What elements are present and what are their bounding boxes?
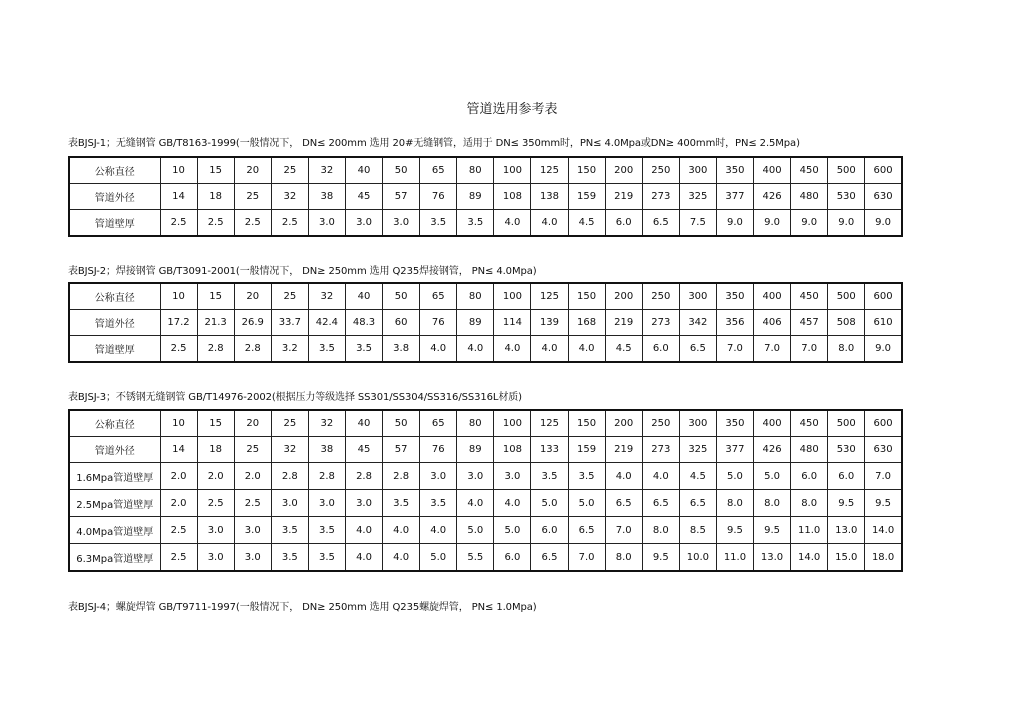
table-cell: 57: [383, 437, 420, 463]
table-cell: 33.7: [271, 310, 308, 336]
table-cell: 426: [754, 437, 791, 463]
table-cell: 6.0: [828, 463, 865, 490]
table-cell: 400: [754, 283, 791, 310]
table-cell: 60: [383, 310, 420, 336]
row-label: 管道外径: [69, 437, 160, 463]
table-cell: 2.8: [345, 463, 382, 490]
table-cell: 3.0: [197, 544, 234, 572]
table-cell: 125: [531, 157, 568, 184]
table-cell: 4.0: [457, 336, 494, 363]
table-cell: 3.0: [271, 490, 308, 517]
row-label: 管道壁厚: [69, 210, 160, 237]
table-cell: 325: [679, 437, 716, 463]
table-cell: 18: [197, 184, 234, 210]
table-cell: 14: [160, 184, 197, 210]
table-row: [69, 517, 902, 544]
table-cell: 4.0: [420, 517, 457, 544]
table-cell: 65: [420, 157, 457, 184]
table-cell: 2.8: [308, 463, 345, 490]
page-title: 管道选用参考表: [466, 102, 558, 117]
table-cell: 8.5: [679, 517, 716, 544]
table-cell: 100: [494, 283, 531, 310]
table-cell: 125: [531, 410, 568, 437]
table-cell: 2.8: [234, 336, 271, 363]
row-label: 管道壁厚: [69, 336, 160, 363]
table-cell: 3.0: [494, 463, 531, 490]
row-label: 公称直径: [69, 157, 160, 184]
table-cell: 500: [828, 283, 865, 310]
table-cell: 8.0: [642, 517, 679, 544]
table-cell: 114: [494, 310, 531, 336]
table-row: [69, 544, 902, 572]
table-cell: 89: [457, 437, 494, 463]
table-cell: 89: [457, 310, 494, 336]
table-cell: 4.0: [568, 336, 605, 363]
table-cell: 342: [679, 310, 716, 336]
table-cell: 38: [308, 184, 345, 210]
row-label: 2.5Mpa管道壁厚: [69, 490, 160, 517]
table-cell: 150: [568, 410, 605, 437]
table-cell: 4.0: [383, 517, 420, 544]
table-cell: 219: [605, 437, 642, 463]
table-cell: 45: [345, 437, 382, 463]
table-cell: 8.0: [605, 544, 642, 572]
table-cell: 3.5: [383, 490, 420, 517]
table-cell: 273: [642, 310, 679, 336]
table-cell: 21.3: [197, 310, 234, 336]
table-cell: 7.0: [716, 336, 753, 363]
table-cell: 200: [605, 410, 642, 437]
table-cell: 7.0: [865, 463, 902, 490]
table-cell: 3.0: [457, 463, 494, 490]
table-cell: 300: [679, 410, 716, 437]
table-cell: 100: [494, 157, 531, 184]
table-cell: 11.0: [791, 517, 828, 544]
table-cell: 3.0: [234, 544, 271, 572]
table-cell: 65: [420, 410, 457, 437]
stainless-steel-pipe-table: [68, 409, 903, 572]
table-cell: 2.5: [160, 336, 197, 363]
table-cell: 3.0: [345, 490, 382, 517]
table-cell: 2.8: [271, 463, 308, 490]
table-cell: 4.0: [457, 490, 494, 517]
table-cell: 350: [716, 410, 753, 437]
table-cell: 4.0: [642, 463, 679, 490]
table-cell: 450: [791, 410, 828, 437]
table-cell: 40: [345, 157, 382, 184]
table-cell: 377: [716, 437, 753, 463]
table-cell: 10.0: [679, 544, 716, 572]
table-cell: 15: [197, 157, 234, 184]
table-cell: 8.0: [791, 490, 828, 517]
table-cell: 4.0: [383, 544, 420, 572]
table-cell: 219: [605, 310, 642, 336]
welded-steel-pipe-table: [68, 282, 903, 363]
table-row: [69, 490, 902, 517]
table-cell: 273: [642, 184, 679, 210]
table-cell: 4.0: [345, 544, 382, 572]
table-cell: 9.5: [828, 490, 865, 517]
table-cell: 20: [234, 410, 271, 437]
table-cell: 13.0: [828, 517, 865, 544]
table-cell: 20: [234, 283, 271, 310]
row-label: 6.3Mpa管道壁厚: [69, 544, 160, 572]
table-cell: 7.0: [754, 336, 791, 363]
table-cell: 450: [791, 157, 828, 184]
table-cell: 3.5: [271, 517, 308, 544]
table-cell: 89: [457, 184, 494, 210]
table-cell: 5.0: [568, 490, 605, 517]
table-cell: 6.5: [642, 490, 679, 517]
table-cell: 406: [754, 310, 791, 336]
table-cell: 219: [605, 184, 642, 210]
table-cell: 3.5: [308, 544, 345, 572]
table-cell: 600: [865, 283, 902, 310]
table-cell: 2.0: [160, 490, 197, 517]
table-cell: 10: [160, 410, 197, 437]
table-cell: 3.0: [234, 517, 271, 544]
table-cell: 14.0: [865, 517, 902, 544]
table-cell: 5.5: [457, 544, 494, 572]
table-cell: 6.0: [605, 210, 642, 237]
table-cell: 8.0: [828, 336, 865, 363]
table-cell: 133: [531, 437, 568, 463]
table-cell: 3.5: [568, 463, 605, 490]
table-cell: 3.0: [345, 210, 382, 237]
table-cell: 6.5: [568, 517, 605, 544]
table-cell: 138: [531, 184, 568, 210]
table-cell: 50: [383, 157, 420, 184]
table-cell: 356: [716, 310, 753, 336]
table-cell: 200: [605, 157, 642, 184]
table-cell: 400: [754, 410, 791, 437]
table-cell: 7.5: [679, 210, 716, 237]
table-cell: 32: [308, 283, 345, 310]
table-cell: 9.0: [828, 210, 865, 237]
table-cell: 50: [383, 283, 420, 310]
table-cell: 76: [420, 310, 457, 336]
table-cell: 4.0: [420, 336, 457, 363]
table-caption-4: 表BJSJ-4；螺旋焊管 GB/T9711-1997(一般情况下， DN≥ 250mm 选用 Q235螺旋焊管， PN≤ 1.0Mpa): [68, 602, 537, 613]
table-cell: 3.5: [345, 336, 382, 363]
table-cell: 4.0: [494, 490, 531, 517]
table-row: [69, 157, 902, 184]
table-cell: 168: [568, 310, 605, 336]
table-cell: 3.0: [383, 210, 420, 237]
table-cell: 15.0: [828, 544, 865, 572]
table-cell: 10: [160, 283, 197, 310]
table-cell: 530: [828, 184, 865, 210]
table-cell: 100: [494, 410, 531, 437]
table-cell: 6.5: [531, 544, 568, 572]
table-cell: 32: [271, 184, 308, 210]
table-cell: 48.3: [345, 310, 382, 336]
table-row: [69, 283, 902, 310]
table-cell: 300: [679, 157, 716, 184]
table-cell: 530: [828, 437, 865, 463]
table-cell: 3.5: [308, 517, 345, 544]
table-cell: 6.5: [679, 490, 716, 517]
table-cell: 2.0: [197, 463, 234, 490]
row-label: 4.0Mpa管道壁厚: [69, 517, 160, 544]
table-cell: 600: [865, 157, 902, 184]
table-cell: 80: [457, 283, 494, 310]
table-cell: 3.0: [420, 463, 457, 490]
table-cell: 50: [383, 410, 420, 437]
table-cell: 480: [791, 184, 828, 210]
table-cell: 2.0: [160, 463, 197, 490]
table-cell: 26.9: [234, 310, 271, 336]
table-cell: 3.0: [308, 210, 345, 237]
table-cell: 4.5: [568, 210, 605, 237]
table-cell: 32: [271, 437, 308, 463]
table-row: [69, 310, 902, 336]
table-cell: 14.0: [791, 544, 828, 572]
table-cell: 4.5: [605, 336, 642, 363]
table-cell: 159: [568, 437, 605, 463]
table-cell: 8.0: [754, 490, 791, 517]
row-label: 公称直径: [69, 283, 160, 310]
table-cell: 9.5: [754, 517, 791, 544]
table-cell: 2.5: [234, 210, 271, 237]
table-cell: 4.0: [531, 210, 568, 237]
table-cell: 80: [457, 410, 494, 437]
table-cell: 5.0: [420, 544, 457, 572]
table-cell: 3.5: [271, 544, 308, 572]
table-cell: 7.0: [568, 544, 605, 572]
table-cell: 4.0: [494, 210, 531, 237]
table-cell: 4.0: [345, 517, 382, 544]
table-cell: 5.0: [457, 517, 494, 544]
table-cell: 6.5: [605, 490, 642, 517]
table-cell: 5.0: [494, 517, 531, 544]
table-cell: 377: [716, 184, 753, 210]
row-label: 管道外径: [69, 184, 160, 210]
table-cell: 6.0: [642, 336, 679, 363]
table-cell: 2.5: [197, 210, 234, 237]
table-cell: 9.0: [716, 210, 753, 237]
table-cell: 17.2: [160, 310, 197, 336]
table-cell: 38: [308, 437, 345, 463]
table-cell: 3.8: [383, 336, 420, 363]
table-cell: 6.0: [791, 463, 828, 490]
table-cell: 45: [345, 184, 382, 210]
table-cell: 3.0: [197, 517, 234, 544]
table-cell: 32: [308, 410, 345, 437]
table-cell: 3.0: [308, 490, 345, 517]
table-cell: 159: [568, 184, 605, 210]
table-cell: 14: [160, 437, 197, 463]
table-cell: 15: [197, 410, 234, 437]
table-cell: 65: [420, 283, 457, 310]
table-cell: 11.0: [716, 544, 753, 572]
table-cell: 76: [420, 437, 457, 463]
table-cell: 125: [531, 283, 568, 310]
table-cell: 9.0: [754, 210, 791, 237]
table-cell: 630: [865, 437, 902, 463]
table-cell: 450: [791, 283, 828, 310]
table-cell: 32: [308, 157, 345, 184]
table-cell: 500: [828, 410, 865, 437]
table-cell: 25: [271, 157, 308, 184]
table-cell: 9.0: [865, 336, 902, 363]
table-cell: 76: [420, 184, 457, 210]
table-cell: 13.0: [754, 544, 791, 572]
table-row: [69, 336, 902, 363]
table-cell: 15: [197, 283, 234, 310]
table-cell: 7.0: [791, 336, 828, 363]
table-cell: 150: [568, 157, 605, 184]
table-cell: 5.0: [754, 463, 791, 490]
seamless-steel-pipe-table: [68, 156, 903, 237]
table-cell: 6.5: [679, 336, 716, 363]
table-cell: 4.0: [531, 336, 568, 363]
row-label: 公称直径: [69, 410, 160, 437]
table-cell: 57: [383, 184, 420, 210]
table-cell: 42.4: [308, 310, 345, 336]
table-cell: 8.0: [716, 490, 753, 517]
table-cell: 250: [642, 283, 679, 310]
table-cell: 610: [865, 310, 902, 336]
table-cell: 80: [457, 157, 494, 184]
table-cell: 2.0: [234, 463, 271, 490]
table-cell: 2.8: [383, 463, 420, 490]
table-cell: 139: [531, 310, 568, 336]
table-cell: 6.5: [642, 210, 679, 237]
table-cell: 5.0: [716, 463, 753, 490]
table-cell: 4.0: [494, 336, 531, 363]
table-cell: 7.0: [605, 517, 642, 544]
table-cell: 508: [828, 310, 865, 336]
table-cell: 2.5: [160, 544, 197, 572]
table-cell: 2.5: [271, 210, 308, 237]
table-cell: 426: [754, 184, 791, 210]
row-label: 1.6Mpa管道壁厚: [69, 463, 160, 490]
table-cell: 4.5: [679, 463, 716, 490]
table-cell: 25: [234, 184, 271, 210]
table-cell: 25: [271, 410, 308, 437]
table-cell: 400: [754, 157, 791, 184]
table-cell: 25: [234, 437, 271, 463]
table-cell: 3.5: [531, 463, 568, 490]
table-cell: 2.5: [234, 490, 271, 517]
table-cell: 250: [642, 157, 679, 184]
table-cell: 480: [791, 437, 828, 463]
table-caption-3: 表BJSJ-3；不锈钢无缝钢管 GB/T14976-2002(根据压力等级选择 SS301/SS304/SS316/SS316L材质): [68, 392, 522, 403]
table-cell: 3.5: [420, 210, 457, 237]
table-cell: 9.5: [865, 490, 902, 517]
table-cell: 2.5: [197, 490, 234, 517]
table-cell: 40: [345, 283, 382, 310]
table-cell: 2.5: [160, 210, 197, 237]
table-cell: 3.2: [271, 336, 308, 363]
table-cell: 9.0: [791, 210, 828, 237]
table-cell: 5.0: [531, 490, 568, 517]
table-cell: 9.5: [716, 517, 753, 544]
table-cell: 2.8: [197, 336, 234, 363]
table-cell: 250: [642, 410, 679, 437]
table-row: [69, 463, 902, 490]
table-cell: 150: [568, 283, 605, 310]
table-cell: 3.5: [457, 210, 494, 237]
table-cell: 273: [642, 437, 679, 463]
table-cell: 300: [679, 283, 716, 310]
table-cell: 3.5: [308, 336, 345, 363]
table-row: [69, 184, 902, 210]
table-caption-2: 表BJSJ-2；焊接钢管 GB/T3091-2001(一般情况下， DN≥ 250mm 选用 Q235焊接钢管， PN≤ 4.0Mpa): [68, 266, 537, 277]
table-cell: 350: [716, 157, 753, 184]
row-label: 管道外径: [69, 310, 160, 336]
table-row: [69, 410, 902, 437]
table-cell: 25: [271, 283, 308, 310]
table-cell: 600: [865, 410, 902, 437]
table-cell: 350: [716, 283, 753, 310]
table-caption-1: 表BJSJ-1；无缝钢管 GB/T8163-1999(一般情况下， DN≤ 200mm 选用 20#无缝钢管，适用于 DN≤ 350mm时，PN≤ 4.0Mpa或DN≥ 400mm时，PN≤ 2.5Mpa): [68, 138, 800, 149]
table-cell: 18.0: [865, 544, 902, 572]
table-cell: 6.0: [494, 544, 531, 572]
table-cell: 108: [494, 437, 531, 463]
table-cell: 630: [865, 184, 902, 210]
table-row: [69, 437, 902, 463]
table-row: [69, 210, 902, 237]
table-cell: 9.0: [865, 210, 902, 237]
table-cell: 10: [160, 157, 197, 184]
table-cell: 325: [679, 184, 716, 210]
table-cell: 2.5: [160, 517, 197, 544]
table-cell: 9.5: [642, 544, 679, 572]
table-cell: 20: [234, 157, 271, 184]
table-cell: 108: [494, 184, 531, 210]
table-cell: 4.0: [605, 463, 642, 490]
table-cell: 3.5: [420, 490, 457, 517]
table-cell: 40: [345, 410, 382, 437]
table-cell: 6.0: [531, 517, 568, 544]
table-cell: 500: [828, 157, 865, 184]
table-cell: 200: [605, 283, 642, 310]
table-cell: 457: [791, 310, 828, 336]
table-cell: 18: [197, 437, 234, 463]
